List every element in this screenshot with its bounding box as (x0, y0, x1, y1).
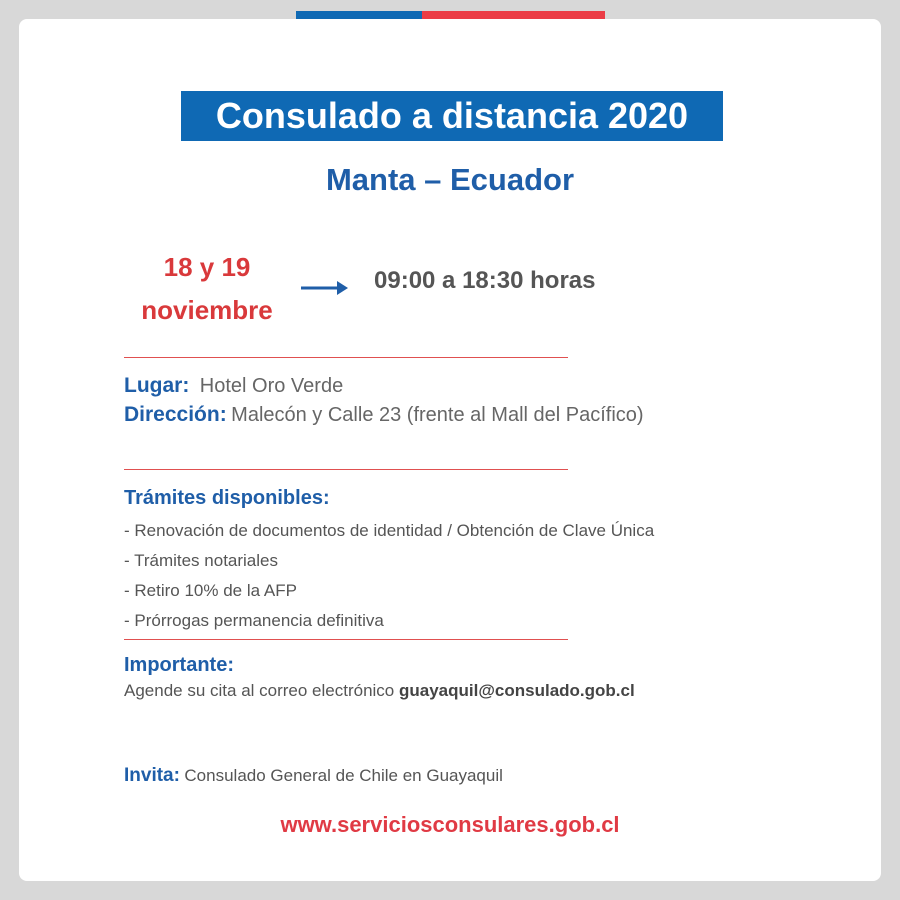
procedure-item: - Retiro 10% de la AFP (124, 581, 297, 600)
invite-value: Consulado General de Chile en Guayaquil (184, 766, 503, 785)
procedure-item: - Prórrogas permanencia definitiva (124, 611, 384, 630)
invite-label: Invita: (124, 765, 180, 786)
important-note (124, 681, 635, 701)
address-label: Dirección: (124, 403, 227, 426)
important-text: Agende su cita al correo electrónico (124, 681, 399, 700)
right-arrow-icon (301, 278, 349, 298)
address-row (124, 403, 644, 427)
page-title: Consulado a distancia 2020 (181, 91, 723, 141)
procedures-heading: Trámites disponibles: (124, 487, 330, 509)
event-hours: 09:00 a 18:30 horas (374, 267, 596, 294)
website-link[interactable]: www.serviciosconsulares.gob.cl (280, 812, 620, 837)
event-date-days: 18 y 19 (163, 252, 251, 282)
address-value: Malecón y Calle 23 (frente al Mall del Pacífico) (231, 404, 644, 426)
divider (124, 639, 568, 640)
announcement-card (19, 19, 881, 881)
event-date-month: noviembre (141, 295, 273, 325)
divider (124, 469, 568, 470)
important-heading: Importante: (124, 654, 234, 676)
invite-row (124, 765, 503, 787)
place-value: Hotel Oro Verde (199, 375, 344, 397)
place-row (124, 374, 343, 398)
procedure-item: - Renovación de documentos de identidad / Obtención de Clave Única (124, 521, 655, 540)
divider (124, 357, 568, 358)
procedure-item: - Trámites notariales (124, 551, 278, 570)
place-label: Lugar: (124, 374, 190, 397)
page-subtitle: Manta – Ecuador (325, 162, 575, 197)
contact-email[interactable]: guayaquil@consulado.gob.cl (399, 681, 635, 700)
